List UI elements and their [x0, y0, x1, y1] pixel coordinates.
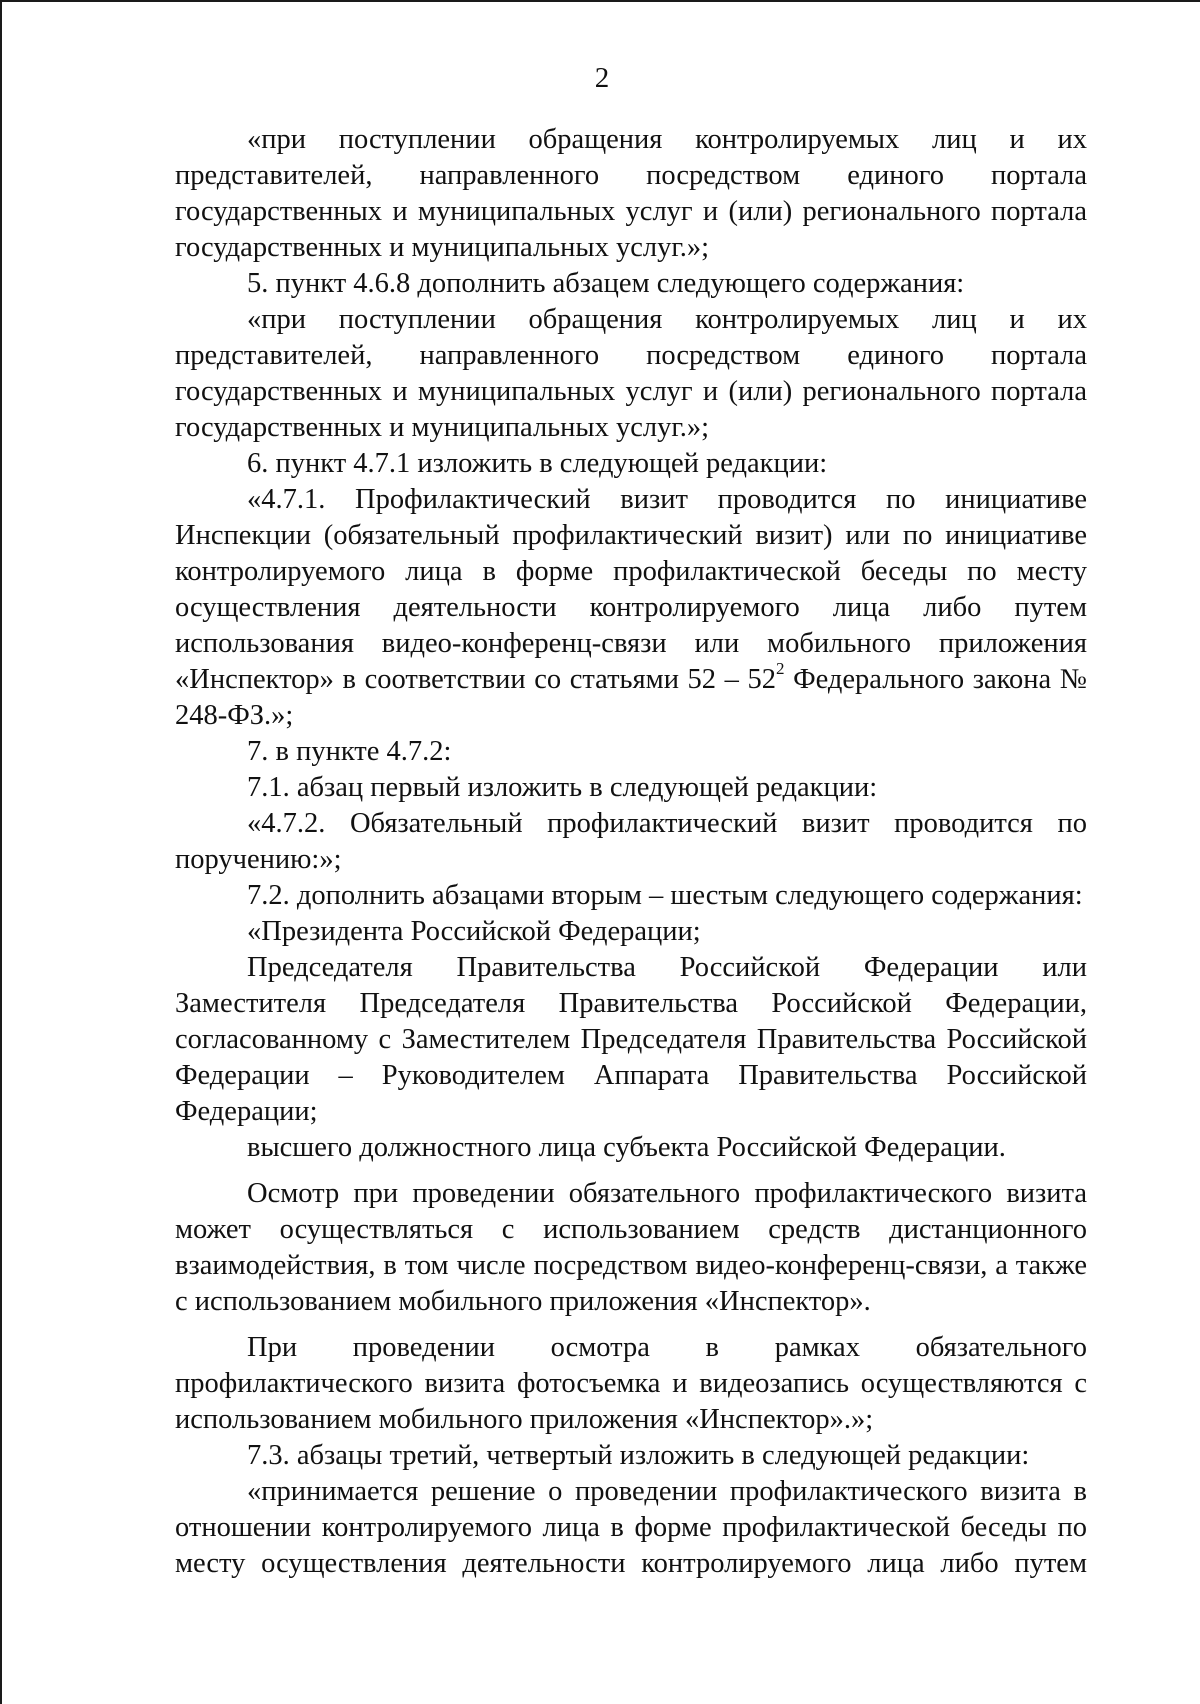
paragraph-4-7-1 [175, 482, 1087, 734]
paragraph-subject-official: высшего должностного лица субъекта Российской Федерации. [247, 1132, 1006, 1163]
paragraph-president: «Президента Российской Федерации; [247, 916, 701, 947]
paragraph-inspection-remote: Осмотр при проведении обязательного профилактического визита может осуществляться с использованием средств дистанционного взаимодействия, в том числе посредством видео-конференц-связи, а также с использованием мобильного приложения «Инспектор». [175, 1178, 1087, 1317]
superscript-2: 2 [776, 659, 785, 678]
paragraph-quote-2: «при поступлении обращения контролируемых лиц и их представителей, направленного посредством единого портала государственных и муниципальных услуг и (или) регионального портала государственных и муниципальных услуг.»; [175, 304, 1087, 443]
paragraph-4-7-1-text: «4.7.1. Профилактический визит проводится по инициативе Инспекции (обязательный профилактический визит) или по инициативе контролируемого лица в форме профилактической беседы по месту осуществления деятельности контролируемого лица либо путем использования видео-конференц-связи или мобильного приложения «Инспектор» в соответствии со статьями 52 – 52 [175, 484, 1087, 695]
page-number: 2 [594, 62, 610, 94]
paragraph-item-6: 6. пункт 4.7.1 изложить в следующей редакции: [247, 448, 828, 479]
paragraph-4-7-1-tail: Федерального закона № 248-ФЗ.»; [175, 664, 1087, 731]
paragraph-item-7: 7. в пункте 4.7.2: [247, 736, 452, 767]
paragraph-quote-1: «при поступлении обращения контролируемых лиц и их представителей, направленного посредством единого портала государственных и муниципальных услуг и (или) регионального портала государственных и муниципальных услуг.»; [175, 124, 1087, 263]
paragraph-4-7-2: «4.7.2. Обязательный профилактический визит проводится по поручению:»; [175, 808, 1087, 875]
paragraph-photo-video: При проведении осмотра в рамках обязательного профилактического визита фотосъемка и видеозапись осуществляются с использованием мобильного приложения «Инспектор».»; [175, 1332, 1087, 1435]
paragraph-chairman: Председателя Правительства Российской Федерации или Заместителя Председателя Правительства Российской Федерации, согласованному с Заместителем Председателя Правительства Российской Федерации – Руководителем Аппарата Правительства Российской Федерации; [175, 952, 1087, 1127]
paragraph-decision: «принимается решение о проведении профилактического визита в отношении контролируемого лица в форме профилактической беседы по месту осуществления деятельности контролируемого лица либо путем [175, 1476, 1087, 1579]
paragraph-item-7-2: 7.2. дополнить абзацами вторым – шестым следующего содержания: [247, 880, 1083, 911]
document-body [175, 122, 1087, 1582]
paragraph-item-5: 5. пункт 4.6.8 дополнить абзацем следующего содержания: [247, 268, 965, 299]
paragraph-item-7-3: 7.3. абзацы третий, четвертый изложить в следующей редакции: [247, 1440, 1030, 1471]
paragraph-item-7-1: 7.1. абзац первый изложить в следующей редакции: [247, 772, 878, 803]
